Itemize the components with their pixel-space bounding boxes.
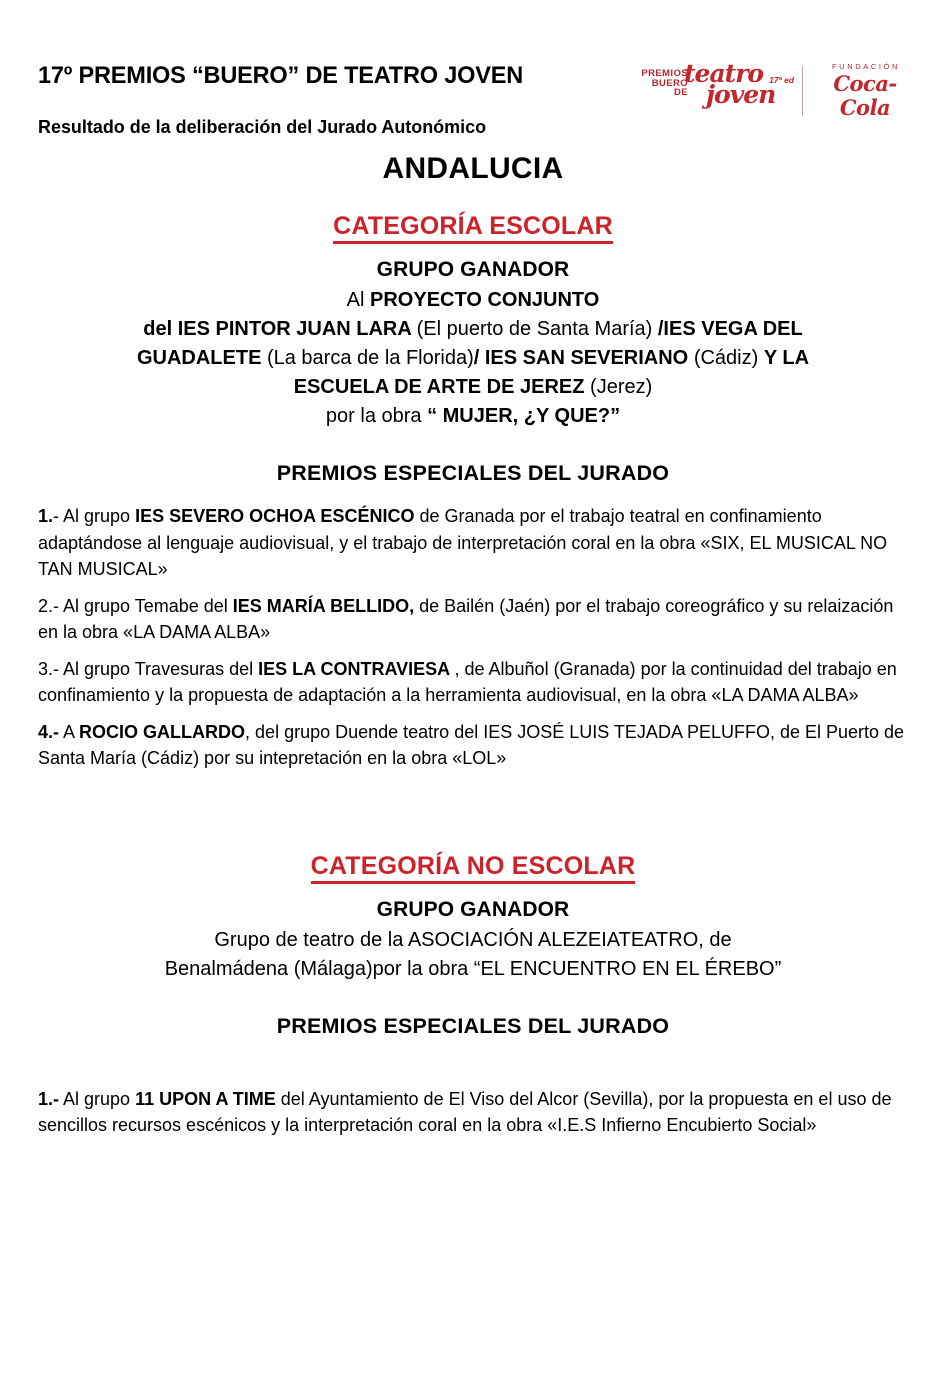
body-text: - Al grupo (53, 506, 136, 526)
document-header (38, 0, 908, 138)
winner-line (38, 955, 908, 984)
logo-buero-text: BUERO (651, 77, 688, 89)
body-text: Grupo de teatro de la ASOCIACIÓN ALEZEIATEATRO, de (214, 928, 732, 951)
emphasis-text: IES SEVERO OCHOA ESCÉNICO (135, 506, 415, 526)
winner-group-heading: GRUPO GANADOR (376, 258, 570, 281)
body-text: (El puerto de Santa María) (416, 318, 658, 340)
emphasis-text: 4.- (38, 721, 60, 742)
body-text: , del grupo Duende teatro del IES JOSÉ LUIS TEJADA PELUFFO, de El Puerto de Santa María (Cádiz) por su intepretación en la obra «LOL» (38, 721, 905, 768)
page-subtitle: Resultado de la deliberación del Jurado Autonómico (38, 116, 487, 138)
logo-teatro-text: teatro (684, 59, 764, 88)
body-text: 3.- Al grupo Travesuras del (38, 658, 259, 679)
emphasis-text: PROYECTO CONJUNTO (370, 289, 600, 311)
jury-awards-heading: PREMIOS ESPECIALES DEL JURADO (276, 461, 670, 485)
body-text: 2.- Al grupo Temabe del (38, 595, 233, 616)
teatro-joven-script (684, 59, 776, 109)
body-text: del Ayuntamiento de El Viso del Alcor (Sevilla), por la propuesta en el uso de sencillos recursos escénicos y la interpretación coral en la obra «I.E.S Infierno Encubierto Social» (38, 1088, 892, 1135)
category-heading (38, 826, 908, 881)
body-text: de Bailén (Jaén) por el trabajo coreográfico y su relaización en la obra «LA DAMA ALBA» (38, 595, 894, 642)
emphasis-text: 1. (38, 506, 54, 526)
jury-award-item (38, 709, 908, 772)
premios-buero-logo (626, 59, 798, 123)
emphasis-text: / IES SAN SEVERIANO (473, 347, 694, 369)
logo-fundacion-text: FUNDACIÓN (832, 62, 900, 71)
emphasis-text: 11 UPON A TIME (135, 1088, 276, 1109)
body-text: Benalmádena (Málaga)por la obra “EL ENCUENTRO EN EL ÉREBO” (164, 957, 782, 980)
sections-container (38, 186, 908, 1139)
emphasis-text: /IES VEGA DEL (657, 318, 803, 340)
emphasis-text: IES MARÍA BELLIDO, (232, 595, 415, 616)
logo-coca-cola-text: Coca-Cola (833, 71, 897, 120)
logo-de-text: DE (674, 87, 688, 98)
body-text: (La barca de la Florida) (266, 347, 474, 369)
category-heading-text: CATEGORÍA ESCOLAR (333, 212, 613, 244)
award-category-section (38, 772, 908, 1139)
logo-lockup (626, 58, 908, 124)
winner-description (38, 922, 908, 984)
award-category-section (38, 186, 908, 772)
winner-line (38, 344, 908, 373)
body-text: por la obra (325, 405, 428, 427)
body-text: Al grupo (59, 1088, 136, 1109)
body-text: , de Albuñol (Granada) por la continuidad del trabajo en confinamiento y la propuesta de adaptación a la herramienta audiovisual, en la obra «LA DAMA ALBA» (38, 658, 897, 705)
page-title: 17º PREMIOS “BUERO” DE TEATRO JOVEN (38, 62, 523, 89)
logo-premios-text: PREMIOS (641, 68, 688, 79)
logo-divider (802, 66, 803, 116)
category-heading-text: CATEGORÍA NO ESCOLAR (311, 852, 636, 884)
emphasis-text: 1.- (38, 1088, 60, 1109)
winner-line (38, 315, 908, 344)
emphasis-text: del IES PINTOR JUAN LARA (143, 318, 417, 340)
coca-cola-foundation-logo (817, 62, 913, 120)
category-heading (38, 186, 908, 241)
winner-group-heading: GRUPO GANADOR (376, 897, 570, 921)
winner-line (38, 373, 908, 402)
emphasis-text: GUADALETE (136, 347, 267, 369)
jury-award-item (38, 1039, 908, 1139)
emphasis-text: “ MUJER, ¿Y QUE?” (427, 405, 621, 427)
section-spacer (38, 772, 908, 826)
body-text: (Jerez) (590, 376, 653, 398)
winner-line (38, 402, 908, 431)
logo-edition-text: 17ª ed (769, 75, 794, 85)
jury-award-item (38, 583, 908, 646)
emphasis-text: ESCUELA DE ARTE DE JEREZ (293, 376, 591, 398)
logo-joven-text: joven (706, 80, 776, 109)
winner-line (38, 286, 908, 315)
body-text: Al (346, 289, 371, 311)
body-text: de Granada por el trabajo teatral en confinamiento adaptándose al lenguaje audiovisual, y el trabajo de interpretación coral en la obra «SIX, EL MUSICAL NO TAN MUSICAL» (38, 506, 888, 579)
jury-award-item (38, 486, 908, 583)
emphasis-text: ROCIO GALLARDO (79, 721, 246, 742)
jury-award-item (38, 646, 908, 709)
winner-description (38, 282, 908, 431)
premios-buero-wordmark (632, 69, 688, 98)
emphasis-text: Y LA (763, 347, 810, 369)
region-title: ANDALUCIA (382, 152, 564, 185)
winner-line (38, 926, 908, 955)
emphasis-text: IES LA CONTRAVIESA (258, 658, 455, 679)
body-text: A (59, 721, 80, 742)
body-text: (Cádiz) (693, 347, 764, 369)
jury-awards-heading: PREMIOS ESPECIALES DEL JURADO (276, 1013, 670, 1038)
